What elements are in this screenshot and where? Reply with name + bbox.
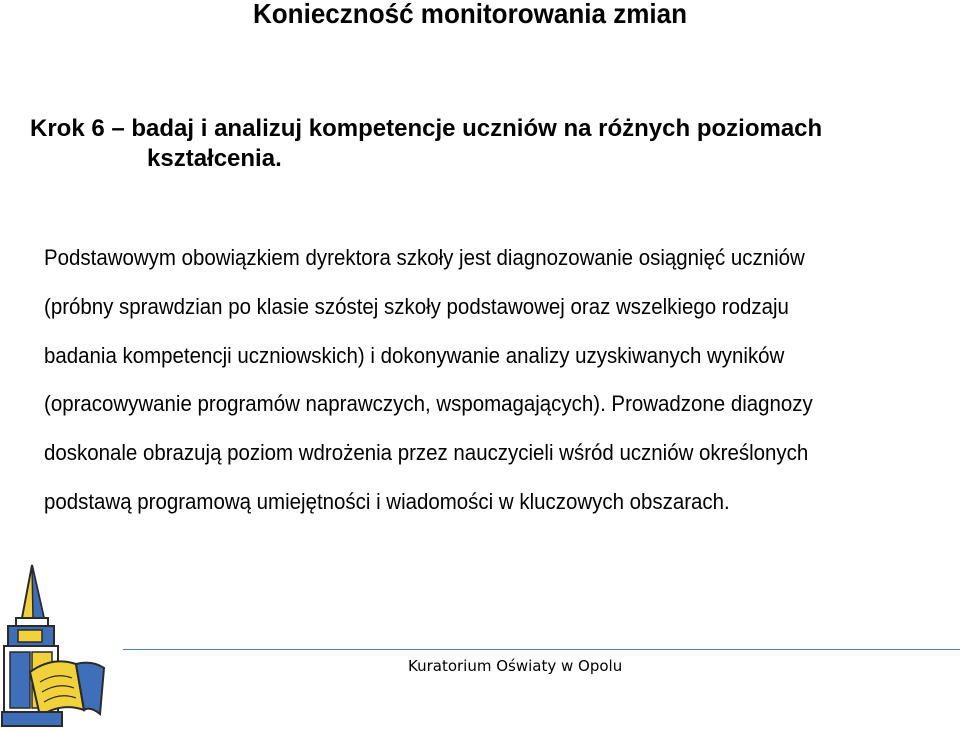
slide-title: Konieczność monitorowania zmian	[252, 0, 688, 29]
footer-organization: Kuratorium Oświaty w Opolu	[408, 657, 623, 675]
body-line-3: badania kompetencji uczniowskich) i dokonywanie analizy uzyskiwanych wyników	[44, 342, 785, 368]
step-heading	[30, 114, 940, 174]
body-line-6: podstawą programową umiejętności i wiadomości w kluczowych obszarach.	[44, 488, 730, 514]
kuratorium-logo-icon	[0, 560, 110, 732]
footer-divider	[123, 649, 960, 650]
step-heading-line-1: Krok 6 – badaj i analizuj kompetencje uczniów na różnych poziomach	[30, 115, 823, 142]
body-line-2: (próbny sprawdzian po klasie szóstej szkoły podstawowej oraz wszelkiego rodzaju	[44, 293, 789, 319]
step-heading-line-2: kształcenia.	[147, 145, 282, 172]
body-paragraph	[44, 234, 894, 527]
body-line-1: Podstawowym obowiązkiem dyrektora szkoły jest diagnozowanie osiągnięć uczniów	[44, 245, 805, 270]
body-line-4: (opracowywanie programów naprawczych, wspomagających). Prowadzone diagnozy	[44, 391, 813, 417]
body-line-5: doskonale obrazują poziom wdrożenia przez nauczycieli wśród uczniów określonych	[44, 440, 809, 466]
